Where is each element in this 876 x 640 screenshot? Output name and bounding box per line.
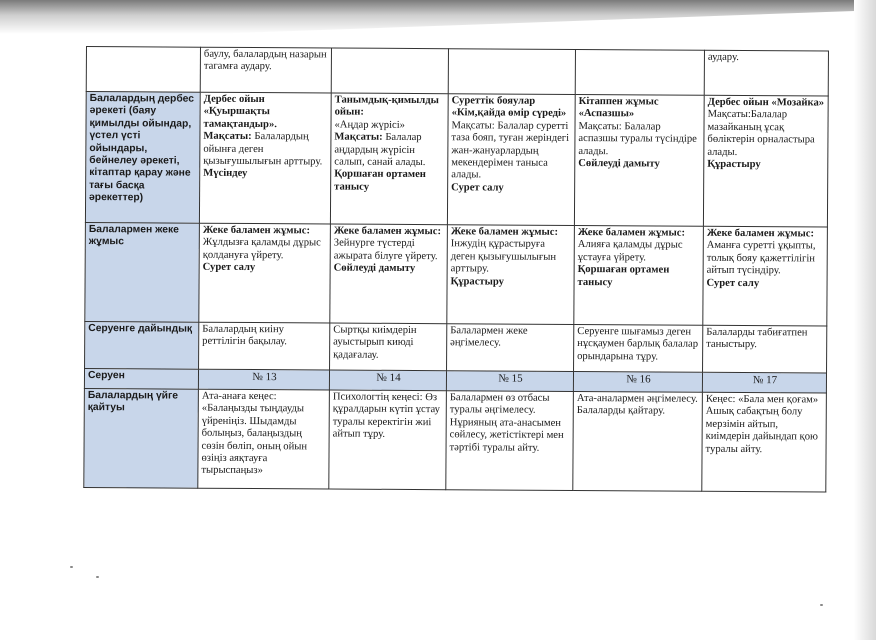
area-label: Құрастыру bbox=[707, 158, 761, 171]
goal-label: Мақсаты: bbox=[334, 131, 383, 144]
cell-walk-5: № 17 bbox=[702, 372, 826, 393]
area-label: Сурет салу bbox=[451, 182, 504, 194]
goal-text: Балалар аспазшы туралы түсіндіре алады. bbox=[578, 121, 697, 157]
area-label: Қоршаған ортамен танысу bbox=[577, 264, 670, 288]
cell-title: Танымдық-қимылды ойын: bbox=[334, 94, 439, 119]
cell-text: Жұлдызға қаламды дұрыс қолдануға үйрету. bbox=[202, 237, 321, 262]
cell-home-1: Ата-анаға кеңес: «Балаңызды тыңдауды үйреніңіз. Шыдамды болыңыз, балаңыздың сөзін бөліп, оның ойын өзіңіз аяқтауға тырыспаңыз» bbox=[198, 389, 330, 489]
cell-prep-5: Балаларды табиғатпен таныстыру. bbox=[703, 325, 827, 373]
cell-walk-4: № 16 bbox=[573, 371, 702, 392]
cell-ind-4 bbox=[574, 225, 704, 325]
scan-speck bbox=[96, 576, 99, 578]
daily-plan-table bbox=[83, 46, 829, 493]
table-row-continued bbox=[86, 47, 828, 97]
area-label: Сөйлеуді дамыту bbox=[578, 158, 660, 170]
goal-text: Балалар суретті таза бояп, туған жеріндегі жан-жануарлардың мекендерімен таныса алады. bbox=[451, 120, 570, 181]
goal-text: Балалар мазайканың ұсақ бөліктерін орналастыра алады. bbox=[707, 109, 815, 158]
cell-title: Жеке баламен жұмыс: bbox=[706, 227, 815, 240]
cell-subtitle: «Аңдар жүрісі» bbox=[334, 119, 406, 131]
cell-self-2 bbox=[330, 93, 448, 225]
cell-title: Суреттік бояулар «Кім,қайда өмір сүреді» bbox=[451, 95, 567, 120]
cell-title: Кітаппен жұмыс «Аспазшы» bbox=[578, 96, 659, 120]
cell-prep-2: Сыртқы киімдерін ауыстырып киюді қадағалау. bbox=[330, 323, 447, 371]
scan-shadow-right bbox=[854, 0, 876, 640]
cell-top-4 bbox=[575, 49, 704, 95]
row-label-going-home: Балалардың үйге қайтуы bbox=[84, 388, 199, 488]
area-label: Қоршаған ортамен танысу bbox=[334, 168, 426, 193]
cell-home-4: Ата-аналармен әңгімелесу. Балаларды қайтару. bbox=[573, 391, 703, 491]
goal-label: Мақсаты: bbox=[451, 120, 495, 132]
cell-title: Жеке баламен жұмыс: bbox=[202, 224, 311, 237]
plan-sheet bbox=[83, 46, 834, 543]
goal-label: Мақсаты: bbox=[578, 120, 622, 133]
scan-speck bbox=[820, 604, 823, 606]
cell-prep-1: Балалардың киіну реттілігін бақылау. bbox=[199, 322, 330, 370]
cell-title: Дербес ойын «Қуыршақты тамақтандыр». bbox=[203, 93, 277, 130]
cell-ind-3 bbox=[447, 225, 575, 325]
cell-home-2: Психологтің кеңесі: Өз құралдарын күтіп ұстау туралы керектігін жиі айтып тұру. bbox=[329, 390, 447, 490]
cell-title: Дербес ойын «Мозайка» bbox=[707, 96, 825, 109]
cell-self-1 bbox=[199, 92, 331, 224]
area-label: Сурет салу bbox=[202, 261, 256, 274]
cell-ind-2 bbox=[330, 224, 448, 324]
cell-ind-1 bbox=[199, 223, 331, 323]
row-label-walk: Серуен bbox=[84, 368, 198, 389]
goal-line bbox=[451, 120, 572, 183]
cell-title: Жеке баламен жұмыс: bbox=[577, 227, 686, 239]
table-row-self-activity bbox=[85, 92, 828, 228]
goal-text: Балалар аңдардың жүрісін салып, санай алады. bbox=[334, 132, 426, 169]
goal-line bbox=[707, 109, 825, 159]
area-label: Құрастыру bbox=[450, 275, 505, 288]
scan-shadow-top bbox=[0, 0, 876, 34]
cell-ind-5 bbox=[703, 226, 828, 326]
cell-text: Аманға суретті ұқыпты, толық бояу қажеттілігін айтып түсіндіру. bbox=[706, 240, 816, 277]
cell-text: Інжудің құрастыруға деген қызығушылығын арттыру. bbox=[450, 238, 557, 275]
goal-label: Мақсаты: bbox=[203, 130, 252, 143]
cell-self-5 bbox=[703, 95, 828, 227]
scan-speck bbox=[70, 566, 73, 568]
cell-home-5: Кеңес: «Бала мен қоғам» Ашық сабақтың болу мерзімін айтып, киімдерін дайындап қою туралы айту. bbox=[702, 392, 827, 492]
cell-self-4 bbox=[574, 94, 704, 226]
table-row-walk-prep bbox=[85, 321, 827, 373]
cell-self-3 bbox=[447, 94, 575, 226]
cell-top-5: аудару. bbox=[704, 50, 828, 96]
goal-line bbox=[578, 121, 701, 159]
cell-top-2 bbox=[331, 48, 448, 94]
cell-text: Алияға қаламды дұрыс ұстауға үйрету. bbox=[577, 239, 683, 264]
cell-title: Жеке баламен жұмыс: bbox=[333, 225, 442, 238]
goal-text: Балалардың ойынға деген қызығушылығын арттыру. bbox=[203, 131, 323, 168]
row-label-walk-prep: Серуенге дайындық bbox=[85, 321, 199, 369]
area-label: Сурет салу bbox=[706, 277, 760, 289]
cell-prep-3: Балалармен жеке әңгімелесу. bbox=[447, 324, 574, 372]
cell-home-3: Балалармен өз отбасы туралы әңгімелесу. Нұрияның ата-анасымен сөйлесу, жетістіктері мен тәртібі туралы айту. bbox=[446, 391, 574, 491]
cell-walk-1: № 13 bbox=[198, 369, 329, 390]
row-label-self-activity: Балалардың дербес әрекеті (баяу қимылды ойындар, үстел үсті ойындары, бейнелеу әрекеті, кітаптар қарау және тағы басқа әрекеттер) bbox=[85, 92, 200, 224]
table-row-going-home bbox=[84, 388, 827, 492]
cell-title: Жеке баламен жұмыс: bbox=[450, 226, 559, 238]
cell-prep-4: Серуенге шығамыз деген нұсқаумен барлық балалар орындарына тұру. bbox=[574, 324, 703, 372]
row-label-individual-work: Балалармен жеке жұмыс bbox=[85, 222, 200, 322]
cell-top-3 bbox=[448, 49, 575, 95]
goal-label: Мақсаты: bbox=[707, 109, 751, 121]
cell-text: Зейнурге түстерді ажырата білуге үйрету. bbox=[333, 237, 438, 262]
cell-top-1: баулу, балалардың назарын тагамға аудару. bbox=[200, 47, 331, 93]
table-row-individual-work bbox=[85, 222, 828, 326]
area-label: Мүсіндеу bbox=[203, 168, 248, 180]
area-label: Сөйлеуді дамыту bbox=[333, 262, 416, 275]
cell-walk-3: № 15 bbox=[446, 371, 573, 392]
label-cell-empty bbox=[86, 47, 200, 93]
cell-walk-2: № 14 bbox=[329, 370, 446, 391]
